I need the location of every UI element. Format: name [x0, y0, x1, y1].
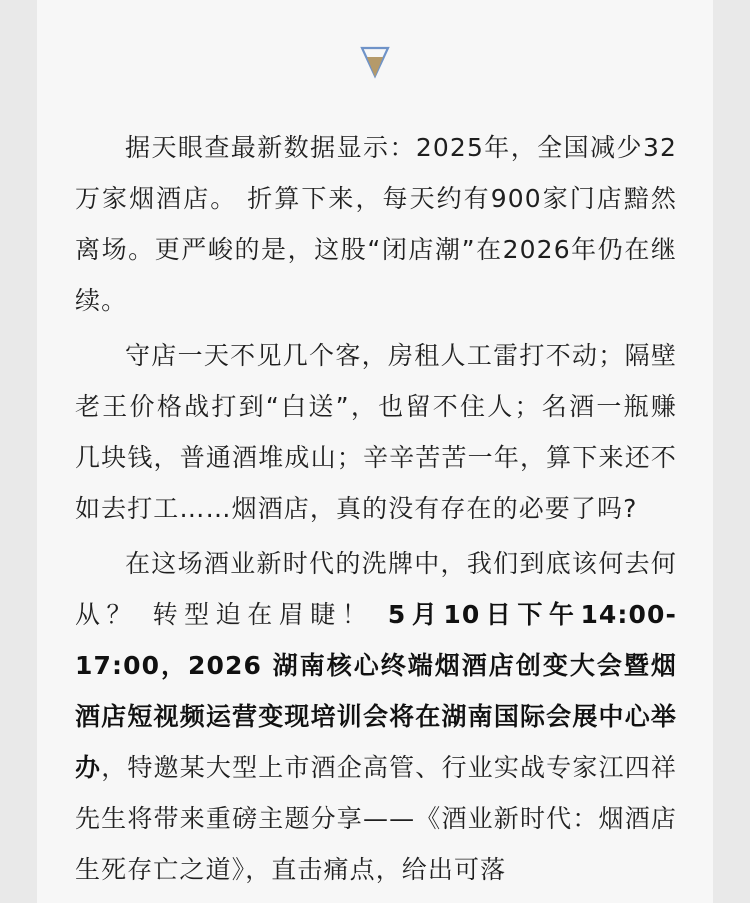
event-highlight-text: 5月10日下午14:00-17:00，2026 湖南核心终端烟酒店创变大会暨烟酒店短视频运营变现培训会将在湖南国际会展中心举办 — [75, 600, 677, 782]
paragraph-1 — [75, 122, 677, 326]
paragraph-3-intro: 在这场酒业新时代的洗牌中，我们到底该何去何从？ 转型迫在眉睫！ — [75, 549, 677, 629]
paragraph-3 — [75, 538, 677, 895]
triangle-divider-icon — [360, 46, 390, 82]
article-body — [75, 122, 677, 899]
paragraph-2-text: 守店一天不见几个客，房租人工雷打不动；隔壁老王价格战打到“白送”，也留不住人；名酒一瓶赚几块钱，普通酒堆成山；辛辛苦苦一年，算下来还不如去打工……烟酒店，真的没有存在的必要了吗? — [75, 341, 677, 523]
paragraph-3-speaker-text: ，特邀某大型上市酒企高管、行业实战专家江四祥先生将带来重磅主题分享——《酒业新时代：烟酒店生死存亡之道》，直击痛点，给出可落 — [75, 753, 678, 884]
paragraph-1-text: 据天眼查最新数据显示：2025年，全国减少32万家烟酒店。 折算下来，每天约有900家门店黯然离场。更严峻的是，这股“闭店潮”在2026年仍在继续。 — [75, 133, 677, 315]
article-page — [37, 0, 713, 903]
paragraph-2 — [75, 330, 677, 534]
